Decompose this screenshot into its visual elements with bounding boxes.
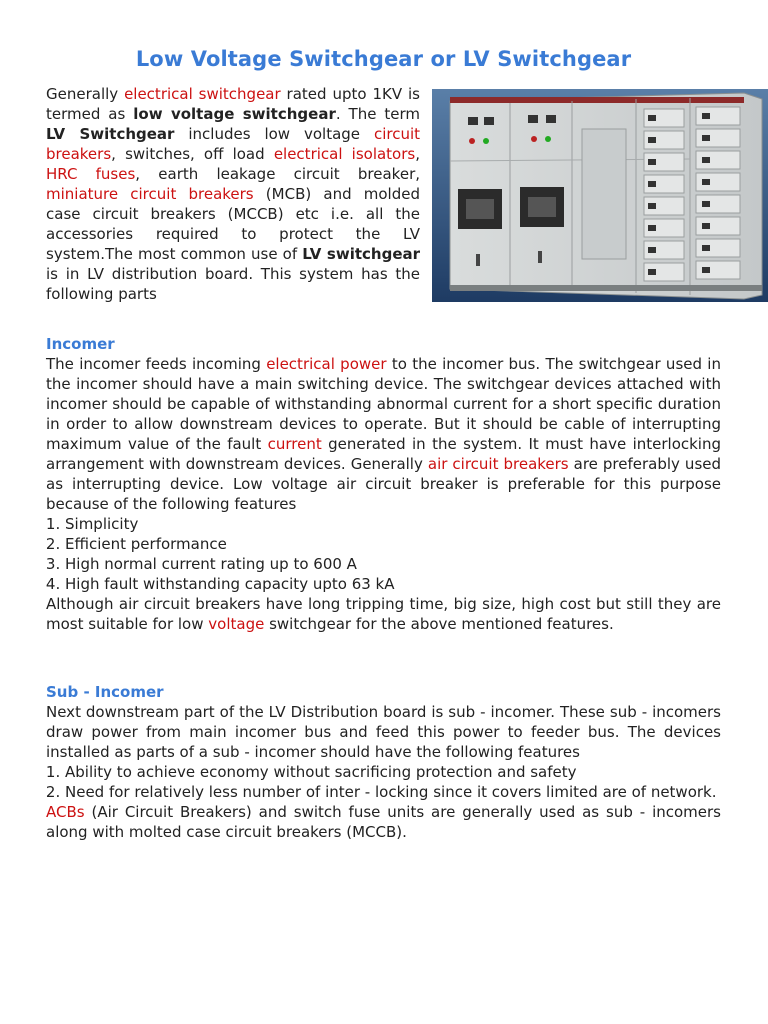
- text: , earth leakage circuit breaker,: [135, 165, 421, 183]
- incomer-paragraph: [46, 354, 721, 514]
- list-item: 3. High normal current rating up to 600 A: [65, 554, 721, 574]
- incomer-conclusion-paragraph: [46, 594, 721, 634]
- text: ,: [415, 145, 420, 163]
- text: includes low voltage: [174, 125, 374, 143]
- list-item: 1. Simplicity: [65, 514, 721, 534]
- link-electrical-isolators[interactable]: electrical isolators: [273, 145, 416, 163]
- incomer-section: [46, 334, 721, 634]
- sub-incomer-section: [46, 682, 721, 842]
- text: is in LV distribution board. This system has the following parts: [46, 265, 420, 303]
- bold-text: LV Switchgear: [46, 125, 175, 143]
- incomer-feature-list: [46, 514, 721, 594]
- link-electrical-switchgear[interactable]: electrical switchgear: [124, 85, 281, 103]
- text: , switches, off load: [111, 145, 274, 163]
- sub-incomer-conclusion-paragraph: [46, 802, 721, 842]
- switchgear-photo: [432, 89, 768, 302]
- text: Generally: [46, 85, 125, 103]
- bold-text: low voltage switchgear: [133, 105, 336, 123]
- section-heading-incomer: Incomer: [46, 335, 115, 353]
- link-air-circuit-breakers[interactable]: air circuit breakers: [427, 455, 569, 473]
- text: generated in the system. It must have interlocking arrangement with downstream devices. Generally: [46, 435, 721, 473]
- list-item: 4. High fault withstanding capacity upto 63 kA: [65, 574, 721, 594]
- page-title: Low Voltage Switchgear or LV Switchgear: [135, 47, 632, 71]
- intro-paragraph: [46, 84, 420, 304]
- link-current[interactable]: current: [267, 435, 322, 453]
- text: to the incomer bus. The switchgear used in the incomer should have a main switching device. The switchgear devices attached with incomer should be capable of withstanding abnormal current for a short specific duration in order to allow downstream devices to operate. But it should be cable of interrupting maximum value of the fault: [46, 355, 721, 453]
- text: (MCB) and molded case circuit breakers (MCCB) etc i.e. all the accessories required to protect the LV system.The most common use of: [46, 185, 420, 263]
- section-heading-sub-incomer: Sub - Incomer: [46, 683, 164, 701]
- link-miniature-circuit-breakers[interactable]: miniature circuit breakers: [46, 185, 254, 203]
- link-acbs[interactable]: ACBs: [46, 803, 85, 821]
- text: switchgear for the above mentioned features.: [264, 615, 614, 633]
- link-hrc-fuses[interactable]: HRC fuses: [46, 165, 136, 183]
- list-item: 2. Efficient performance: [65, 534, 721, 554]
- link-voltage[interactable]: voltage: [208, 615, 265, 633]
- text: rated upto 1KV is termed as: [46, 85, 420, 123]
- text: (Air Circuit Breakers) and switch fuse units are generally used as sub - incomers along with molted case circuit breakers (MCCB).: [46, 803, 721, 841]
- text: are preferably used as interrupting device. Low voltage air circuit breaker is preferable for this purpose because of the following features: [46, 455, 722, 513]
- text: Although air circuit breakers have long tripping time, big size, high cost but still they are most suitable for low: [46, 595, 721, 633]
- text: . The term: [335, 105, 421, 123]
- sub-incomer-paragraph: Next downstream part of the LV Distribution board is sub - incomer. These sub - incomers draw power from main incomer bus and feed this power to feeder bus. The devices installed as parts of a sub - incomer should have the following features: [46, 703, 721, 761]
- link-circuit-breakers[interactable]: circuit breakers: [46, 125, 421, 163]
- text: The incomer feeds incoming: [46, 355, 267, 373]
- list-item: 2. Need for relatively less number of inter - locking since it covers limited are of network.: [65, 782, 721, 802]
- list-item: 1. Ability to achieve economy without sacrificing protection and safety: [65, 762, 721, 782]
- sub-incomer-feature-list: [46, 762, 721, 802]
- bold-text: LV switchgear: [302, 245, 421, 263]
- link-electrical-power[interactable]: electrical power: [266, 355, 387, 373]
